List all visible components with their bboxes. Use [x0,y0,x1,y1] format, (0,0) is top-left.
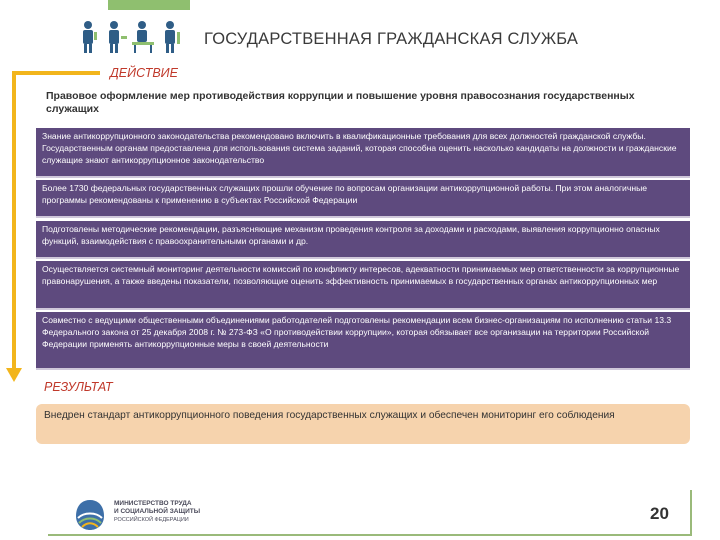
page-number: 20 [650,504,669,523]
officer-icon [83,21,97,53]
ministry-logo-icon [74,498,106,532]
header-people-icons [80,18,190,54]
action-item: Осуществляется системный мониторинг деятельности комиссий по конфликту интересов, адекватности принимаемых мер ответственности за коррупционные правонарушения, а также введены показатели, позволяющие оценить эффективность принимаемых в государственных органах антикоррупционных мер [36,261,690,310]
ministry-logo-text: МИНИСТЕРСТВО ТРУДА И СОЦИАЛЬНОЙ ЗАЩИТЫ РОССИЙСКОЙ ФЕДЕРАЦИИ [114,500,201,523]
page-title: ГОСУДАРСТВЕННАЯ ГРАЖДАНСКАЯ СЛУЖБА [204,30,579,48]
action-item: Более 1730 федеральных государственных служащих прошли обучение по вопросам организации антикоррупционной работы. При этом аналогичные программы рекомендованы к применению в субъектах Российской Федерации [36,180,690,218]
header-accent-tab [108,0,190,10]
action-item: Подготовлены методические рекомендации, разъясняющие механизм проведения контроля за доходами и расходами, выявления коррупционно опасных функций, взаимодействия с правоохранительными органами и др. [36,221,690,259]
footer-rule [48,534,690,536]
action-item: Совместно с ведущими общественными объединениями работодателей подготовлены рекомендации всем бизнес-организациям по исполнению статьи 13.3 Федерального закона от 25 декабря 2008 г. № 273-ФЗ «О противодействии коррупции», которая обязывает все организации на территории Российской Федерации применять антикоррупционные меры в своей деятельности [36,312,690,370]
result-box: Внедрен стандарт антикоррупционного поведения государственных служащих и обеспечен мониторинг его соблюдения [36,404,690,444]
action-label: ДЕЙСТВИЕ [106,66,182,80]
person-desk-icon [132,21,154,53]
result-label: РЕЗУЛЬТАТ [44,380,113,394]
action-item: Знание антикоррупционного законодательства рекомендовано включить в квалификационные требования для всех должностей гражданской службы. Государственным органам предоставлена для использования система заданий, которая способна оценить насколько кандидаты на должности и гражданские служащие знают антикоррупционное законодательство [36,128,690,178]
person-icon [165,21,180,53]
person-icon [109,21,127,53]
action-subtitle: Правовое оформление мер противодействия коррупции и повышение уровня правосознания государственных служащих [46,90,635,115]
page-number-rule [690,490,692,536]
flow-arrow-down-icon [6,368,22,382]
